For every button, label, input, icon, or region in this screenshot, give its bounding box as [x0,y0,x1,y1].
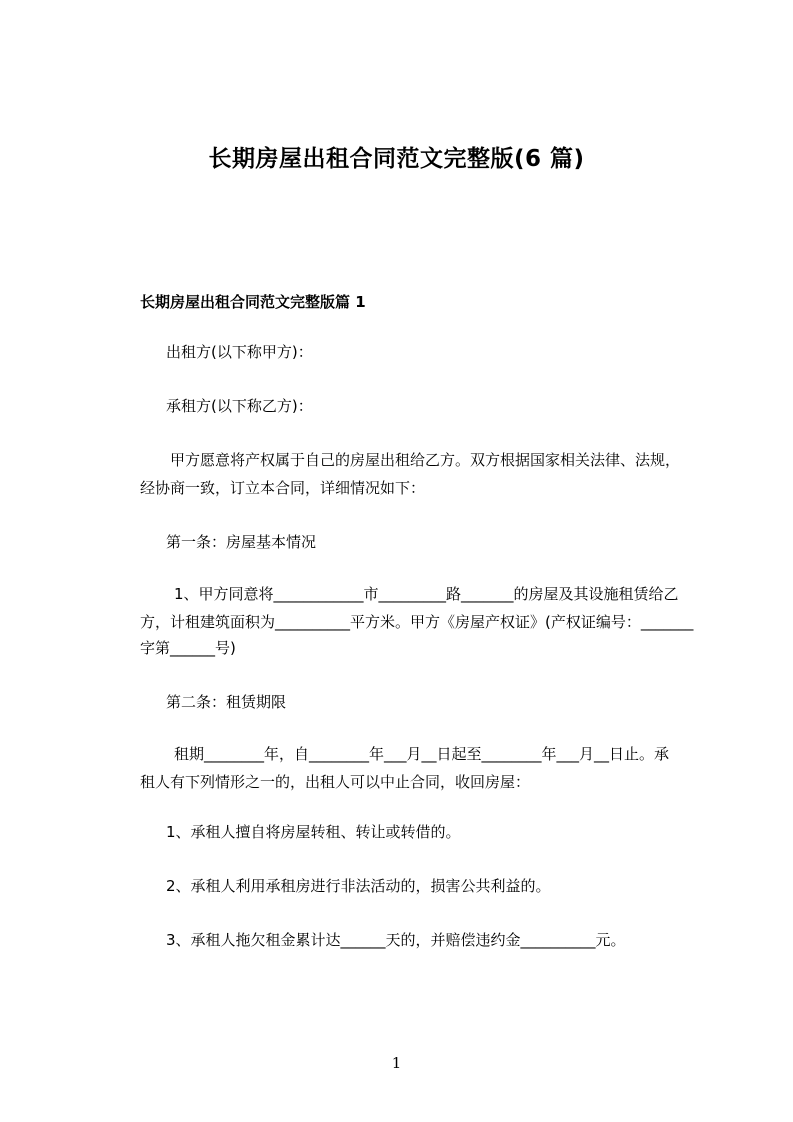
lessee-line: 承租方(以下称乙方)： [166,397,313,415]
preamble-line-1: 甲方愿意将产权属于自己的房屋出租给乙方。双方根据国家相关法律、法规， [170,451,681,469]
lease-term-line-1: 租期________年，自________年___月__日起至________年___月__日止。承 [174,745,670,763]
lessor-line: 出租方(以下称甲方)： [166,343,313,361]
article-1-clause-line-2: 方，计租建筑面积为__________平方米。甲方《房屋产权证》(产权证编号：_______ [140,613,694,631]
article-1-heading: 第一条：房屋基本情况 [166,533,317,551]
page-number: 1 [391,1054,402,1072]
document-title: 长期房屋出租合同范文完整版(6 篇) [208,146,585,172]
section-heading: 长期房屋出租合同范文完整版篇 1 [140,293,366,311]
termination-item-1: 1、承租人擅自将房屋转租、转让或转借的。 [166,823,461,841]
termination-item-2: 2、承租人利用承租房进行非法活动的，损害公共利益的。 [166,877,551,895]
termination-item-3: 3、承租人拖欠租金累计达______天的，并赔偿违约金__________元。 [166,931,626,949]
preamble-line-2: 经协商一致，订立本合同，详细情况如下： [140,479,426,497]
article-2-heading: 第二条：租赁期限 [166,693,287,711]
article-1-clause-line-1: 1、甲方同意将____________市_________路_______的房屋及其设施租赁给乙 [174,585,679,603]
lease-term-line-2: 租人有下列情形之一的，出租人可以中止合同，收回房屋： [140,773,531,791]
article-1-clause-line-3: 字第______号) [140,639,236,657]
